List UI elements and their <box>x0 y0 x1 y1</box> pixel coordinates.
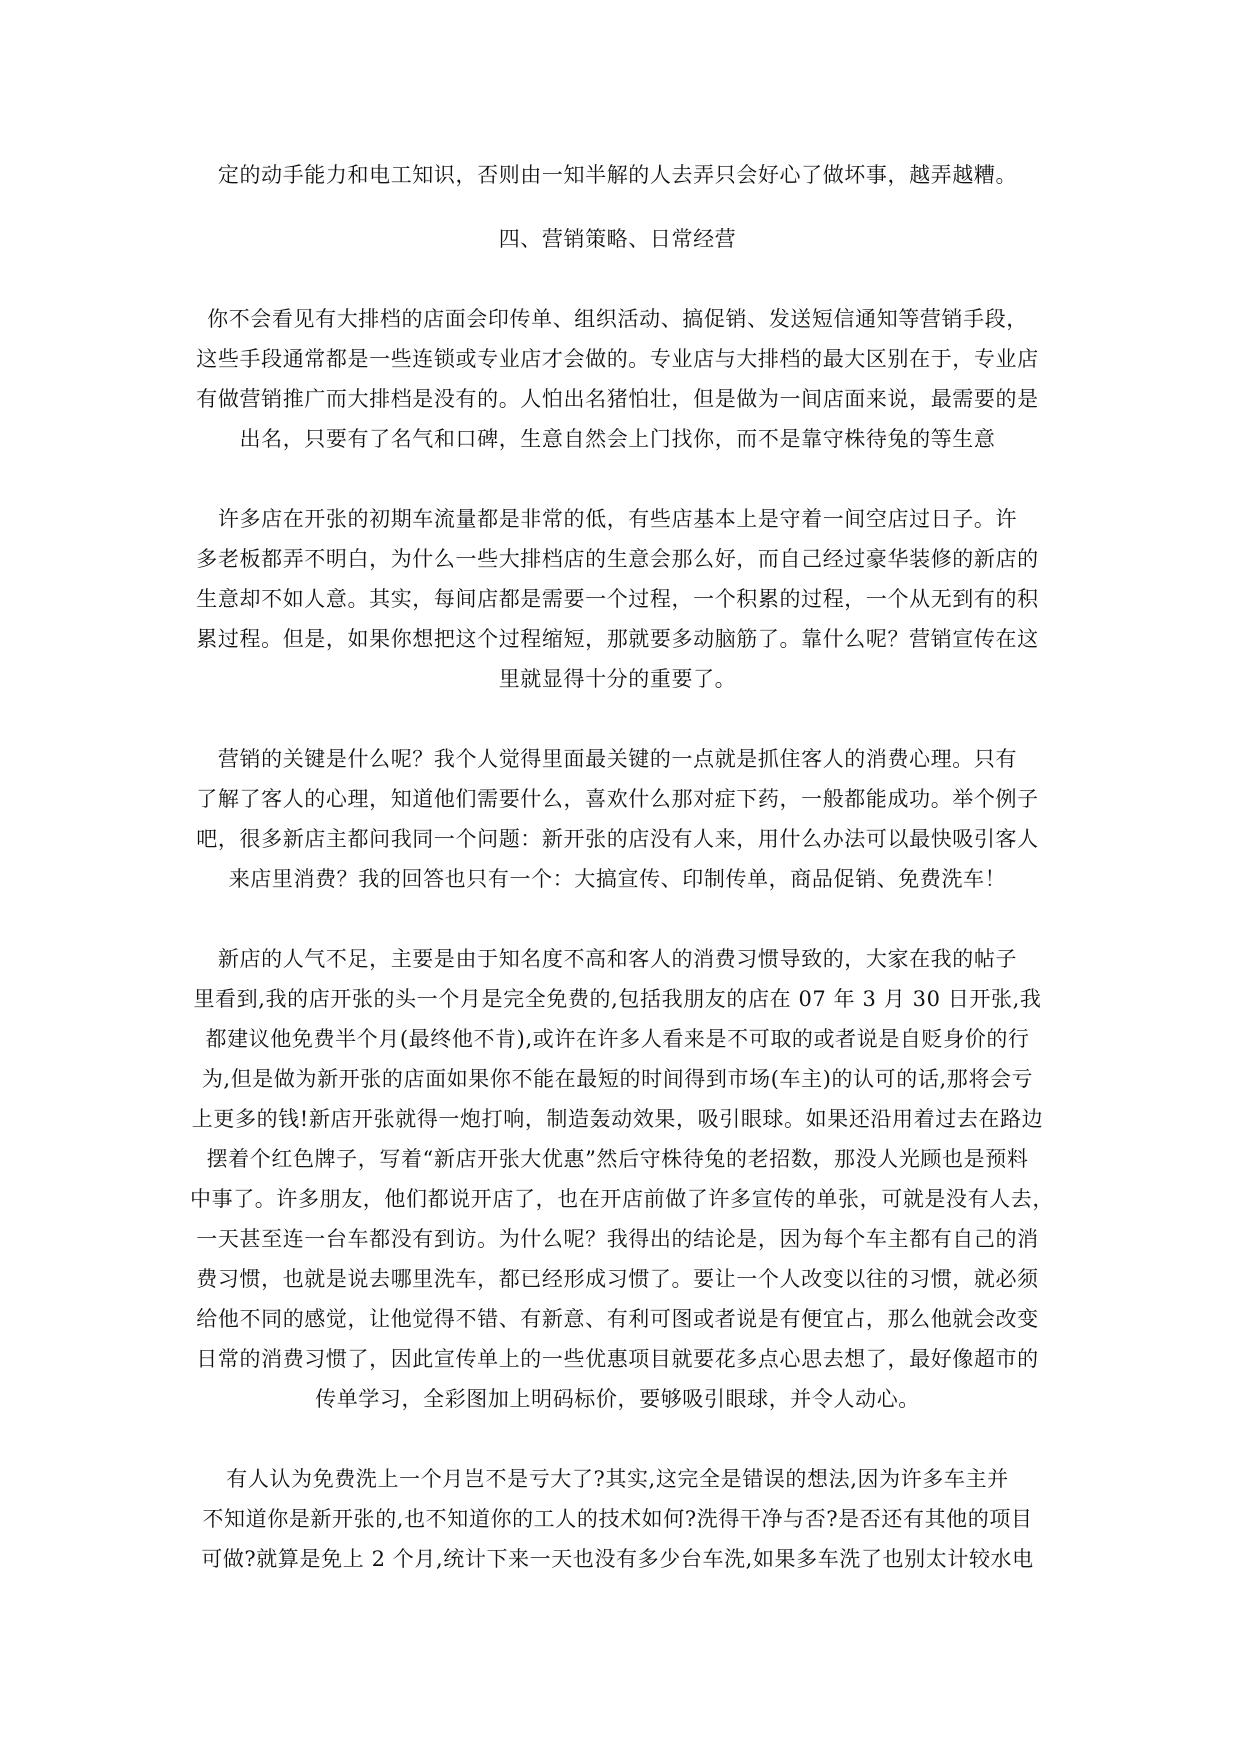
paragraph-line: 营销的关键是什么呢？我个人觉得里面最关键的一点就是抓住客人的消费心理。只有 <box>217 747 1018 771</box>
paragraph-line: 许多店在开张的初期车流量都是非常的低，有些店基本上是守着一间空店过日子。许 <box>217 507 1018 531</box>
heading-text: 四、营销策略、日常经营 <box>498 227 737 251</box>
paragraph-line: 新店的人气不足，主要是由于知名度不高和客人的消费习惯导致的，大家在我的帖子 <box>217 947 1018 971</box>
paragraph-line: 为,但是做为新开张的店面如果你不能在最短的时间得到市场(车主)的认可的话,那将会亏 <box>201 1067 1034 1091</box>
paragraph-line: 都建议他免费半个月(最终他不肯),或许在许多人看来是不可取的或者说是自贬身价的行 <box>205 1027 1030 1051</box>
paragraph-line: 了解了客人的心理，知道他们需要什么，喜欢什么那对症下药，一般都能成功。举个例子 <box>196 787 1039 811</box>
paragraph-line: 有做营销推广而大排档是没有的。人怕出名猪怕壮，但是做为一间店面来说，最需要的是 <box>196 387 1039 411</box>
paragraph <box>190 155 1045 195</box>
paragraph-line: 不知道你是新开张的,也不知道你的工人的技术如何?洗得干净与否?是否还有其他的项目 <box>202 1507 1033 1531</box>
paragraph-line: 出名，只要有了名气和口碑，生意自然会上门找你，而不是靠守株待兔的等生意 <box>239 427 996 451</box>
paragraph-line: 日常的消费习惯了，因此宣传单上的一些优惠项目就要花多点心思去想了，最好像超市的 <box>196 1347 1039 1371</box>
paragraph-line: 一天甚至连一台车都没有到访。为什么呢？我得出的结论是，因为每个车主都有自己的消 <box>196 1227 1039 1251</box>
paragraph-line: 定的动手能力和电工知识，否则由一知半解的人去弄只会好心了做坏事，越弄越糟。 <box>217 163 1018 187</box>
paragraph-line: 多老板都弄不明白，为什么一些大排档店的生意会那么好，而自己经过豪华装修的新店的 <box>196 547 1039 571</box>
paragraph <box>190 1459 1045 1579</box>
paragraph <box>190 299 1045 459</box>
paragraph-line: 费习惯，也就是说去哪里洗车，都已经形成习惯了。要让一个人改变以往的习惯，就必须 <box>196 1267 1039 1291</box>
document-body <box>190 155 1054 1579</box>
paragraph-line: 中事了。许多朋友，他们都说开店了，也在开店前做了许多宣传的单张，可就是没有人去， <box>190 1187 1054 1211</box>
paragraph-line: 吧，很多新店主都问我同一个问题：新开张的店没有人来，用什么办法可以最快吸引客人 <box>196 827 1039 851</box>
paragraph-line: 生意却不如人意。其实，每间店都是需要一个过程，一个积累的过程，一个从无到有的积 <box>196 587 1039 611</box>
paragraph-line: 上更多的钱!新店开张就得一炮打响，制造轰动效果，吸引眼球。如果还沿用着过去在路边 <box>191 1107 1044 1131</box>
paragraph-line: 可做?就算是免上 2 个月,统计下来一天也没有多少台车洗,如果多车洗了也别太计较水电 <box>201 1547 1034 1571</box>
paragraph <box>190 499 1045 699</box>
paragraph-line: 这些手段通常都是一些连锁或专业店才会做的。专业店与大排档的最大区别在于，专业店 <box>196 347 1039 371</box>
paragraph-line: 传单学习，全彩图加上明码标价，要够吸引眼球，并令人动心。 <box>315 1387 920 1411</box>
paragraph-line: 累过程。但是，如果你想把这个过程缩短，那就要多动脑筋了。靠什么呢？营销宣传在这 <box>196 627 1039 651</box>
paragraph <box>190 939 1054 1419</box>
paragraph-line: 摆着个红色牌子，写着“新店开张大优惠”然后守株待兔的老招数，那没人光顾也是预料 <box>206 1147 1029 1171</box>
paragraph-line: 来店里消费？我的回答也只有一个：大搞宣传、印制传单，商品促销、免费洗车！ <box>228 867 1007 891</box>
section-heading <box>190 219 1045 259</box>
paragraph-line: 里就显得十分的重要了。 <box>498 667 737 691</box>
paragraph-line: 给他不同的感觉，让他觉得不错、有新意、有利可图或者说是有便宜占，那么他就会改变 <box>196 1307 1039 1331</box>
paragraph <box>190 739 1045 899</box>
paragraph-line: 你不会看见有大排档的店面会印传单、组织活动、搞促销、发送短信通知等营销手段， <box>207 307 1028 331</box>
paragraph-line: 有人认为免费洗上一个月岂不是亏大了?其实,这完全是错误的想法,因为许多车主并 <box>226 1467 1009 1491</box>
paragraph-line: 里看到,我的店开张的头一个月是完全免费的,包括我朋友的店在 07 年 3 月 30 日开张,我 <box>193 987 1042 1011</box>
